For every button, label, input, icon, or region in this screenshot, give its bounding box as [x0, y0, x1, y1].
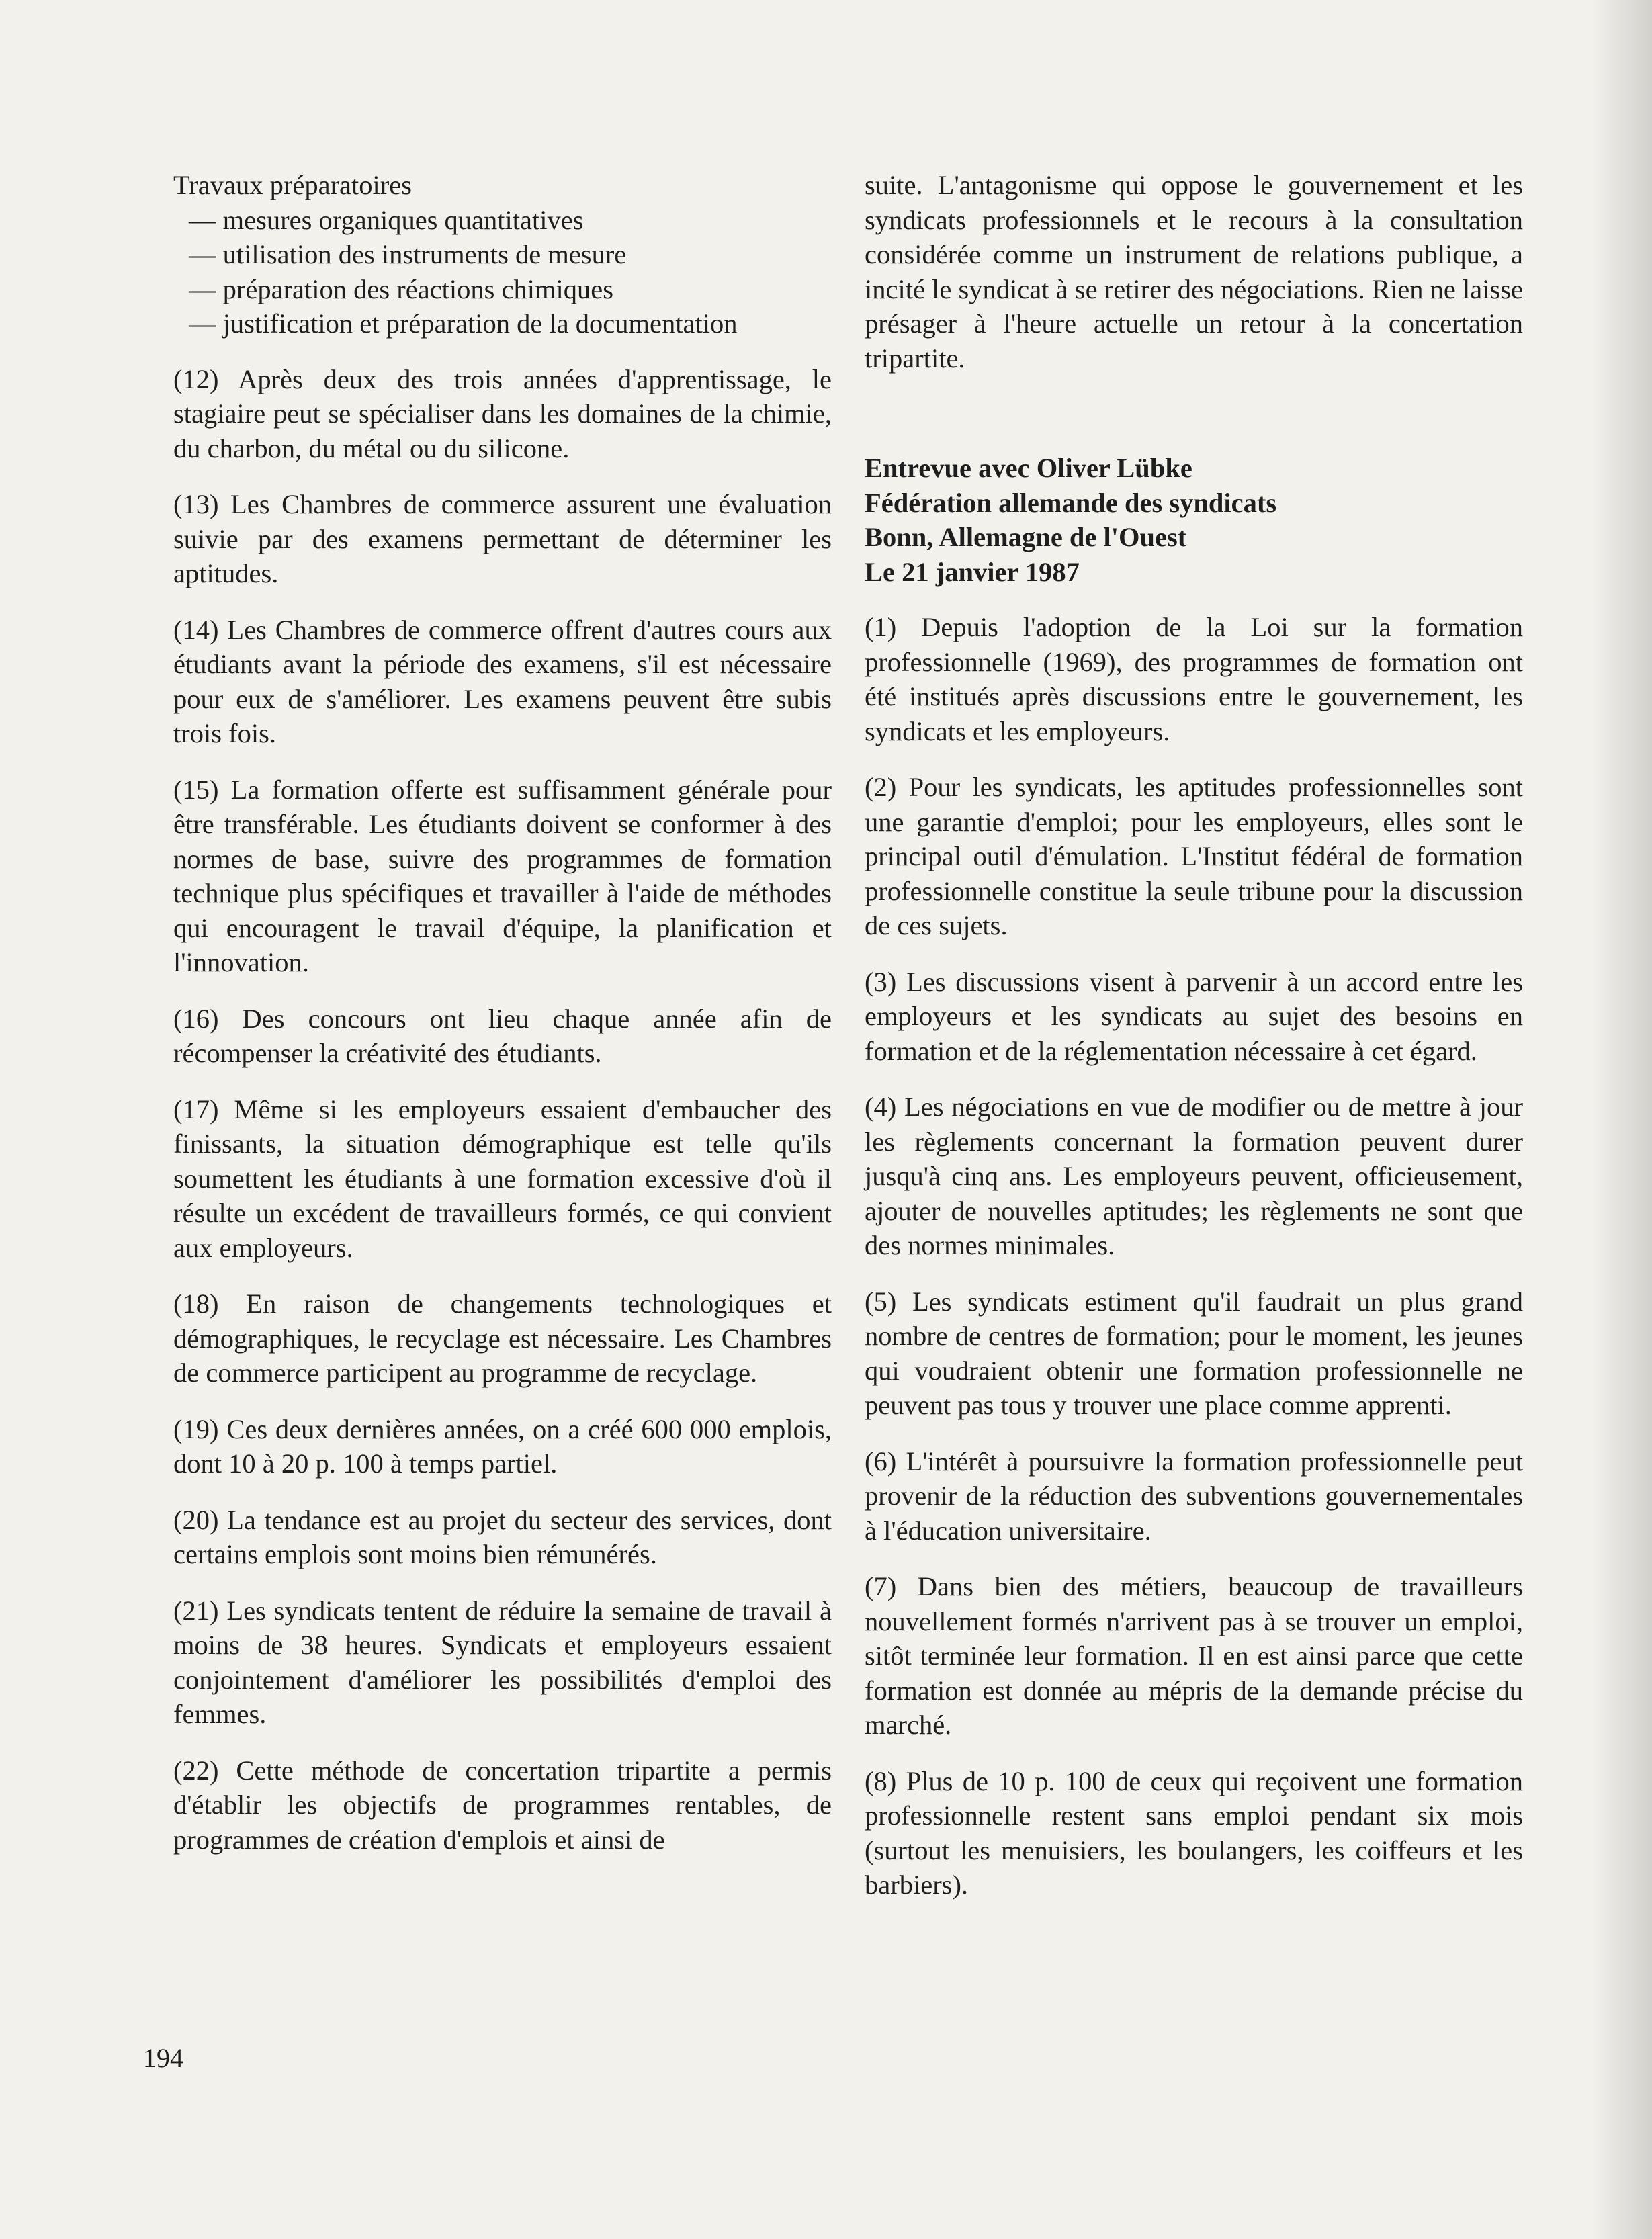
paragraph-13: (13) Les Chambres de commerce assurent une évaluation suivie par des examens permettant de déterminer les aptitudes. — [173, 489, 832, 588]
paragraph-3: (3) Les discussions visent à parvenir à un accord entre les employeurs et les syndicats au sujet des besoins en formation et de la réglementation nécessaire à cet égard. — [865, 966, 1523, 1066]
paragraph-20: (20) La tendance est au projet du secteur des services, dont certains emplois sont moins bien rémunérés. — [173, 1504, 832, 1569]
paragraph-18: (18) En raison de changements technologiques et démographiques, le recyclage est nécessaire. Les Chambres de commerce participent au programme de recyclage. — [173, 1288, 832, 1388]
paragraph-6: (6) L'intérêt à poursuivre la formation professionnelle peut provenir de la réduction des subventions gouvernementales à l'éducation universitaire. — [865, 1446, 1523, 1546]
paragraph-5: (5) Les syndicats estiment qu'il faudrait un plus grand nombre de centres de formation; pour le moment, les jeunes qui voudraient obtenir une formation professionnelle ne peuvent pas tous y trouver une place comme apprenti. — [865, 1286, 1523, 1420]
paragraph-4: (4) Les négociations en vue de modifier ou de mettre à jour les règlements concernant la formation peuvent durer jusqu'à cinq ans. Les employeurs peuvent, officieusement, ajouter de nouvelles aptitudes; les règlements ne sont que des normes minimales. — [865, 1092, 1523, 1260]
paragraph-21: (21) Les syndicats tentent de réduire la semaine de travail à moins de 38 heures. Syndicats et employeurs essaient conjointement d'améliorer les possibilités d'emploi des femmes. — [173, 1595, 832, 1729]
list-item: — préparation des réactions chimiques — [189, 273, 614, 304]
paragraph-12: (12) Après deux des trois années d'apprentissage, le stagiaire peut se spécialiser dans les domaines de la chimie, du charbon, du métal ou du silicone. — [173, 363, 832, 464]
left-column — [173, 168, 832, 1857]
paragraph-1: (1) Depuis l'adoption de la Loi sur la formation professionnelle (1969), des programmes de formation ont été institués après discussions entre le gouvernement, les syndicats et les employeurs. — [865, 612, 1523, 746]
list-title: Travaux préparatoires — [173, 170, 412, 200]
paragraph-2: (2) Pour les syndicats, les aptitudes professionnelles sont une garantie d'emploi; pour les employeurs, elles sont le principal outil d'émulation. L'Institut fédéral de formation professionnelle constitue la seule tribune pour la discussion de ces sujets. — [865, 772, 1523, 940]
paragraph-19: (19) Ces deux dernières années, on a créé 600 000 emplois, dont 10 à 20 p. 100 à temps partiel. — [173, 1413, 832, 1479]
paragraph-22: (22) Cette méthode de concertation tripartite a permis d'établir les objectifs de programmes rentables, de programmes de création d'emplois et ainsi de — [173, 1755, 832, 1855]
paragraph-8: (8) Plus de 10 p. 100 de ceux qui reçoivent une formation professionnelle restent sans emploi pendant six mois (surtout les menuisiers, les boulangers, les coiffeurs et les barbiers). — [865, 1765, 1523, 1900]
paragraph-16: (16) Des concours ont lieu chaque année afin de récompenser la créativité des étudiants. — [173, 1003, 832, 1068]
page-number: 194 — [143, 2043, 183, 2073]
paragraph-7: (7) Dans bien des métiers, beaucoup de travailleurs nouvellement formés n'arrivent pas à se trouver un emploi, sitôt terminée leur formation. Il en est ainsi parce que cette formation est donnée au mépris de la demande précise du marché. — [865, 1571, 1523, 1740]
paragraph-15: (15) La formation offerte est suffisamment générale pour être transférable. Les étudiants doivent se conformer à des normes de base, suivre des programmes de formation technique plus spécifiques et travailler à l'aide de méthodes qui encouragent le travail d'équipe, la planification et l'innovation. — [173, 774, 832, 977]
heading-line: Bonn, Allemagne de l'Ouest — [865, 522, 1187, 552]
heading-line: Fédération allemande des syndicats — [865, 487, 1277, 518]
right-column — [865, 168, 1523, 1924]
interview-heading — [865, 451, 1523, 589]
list-item: — justification et préparation de la documentation — [189, 308, 738, 339]
page-edge-shadow — [1592, 0, 1652, 2239]
continuation-paragraph: suite. L'antagonisme qui oppose le gouvernement et les syndicats professionnels et le recours à la consultation considérée comme un instrument de relations publique, a incité le syndicat à se retirer des négociations. Rien ne laisse présager à l'heure actuelle un retour à la concertation tripartite. — [865, 170, 1523, 374]
paragraph-14: (14) Les Chambres de commerce offrent d'autres cours aux étudiants avant la période des examens, s'il est nécessaire pour eux de s'améliorer. Les examens peuvent être subis trois fois. — [173, 614, 832, 748]
paragraph-17: (17) Même si les employeurs essaient d'embaucher des finissants, la situation démographique est telle qu'ils soumettent les étudiants à une formation excessive d'où il résulte un excédent de travailleurs formés, ce qui convient aux employeurs. — [173, 1094, 832, 1263]
preparatory-work-list — [173, 168, 832, 341]
list-item: — utilisation des instruments de mesure — [189, 239, 627, 269]
heading-line: Le 21 janvier 1987 — [865, 556, 1080, 587]
list-item: — mesures organiques quantitatives — [189, 204, 584, 235]
heading-line: Entrevue avec Oliver Lübke — [865, 453, 1192, 483]
